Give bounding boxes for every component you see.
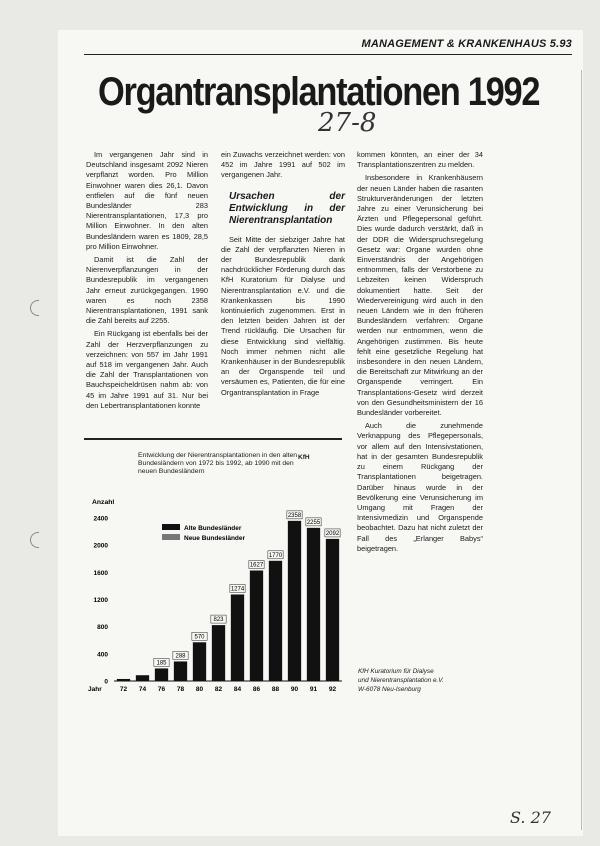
x-tick-label: 86 [252, 686, 261, 693]
paragraph: ein Zuwachs verzeichnet werden: von 452 im Jahre 1991 auf 502 im vergangenen Jahr. [221, 150, 345, 180]
y-tick-label: 1600 [93, 569, 108, 577]
x-tick-label: 82 [214, 686, 223, 693]
bar [326, 539, 339, 681]
article-column-1 [86, 150, 208, 414]
data-label: 185 [156, 660, 167, 667]
x-tick-label: 74 [138, 686, 147, 693]
legend-swatch [162, 524, 180, 530]
legend-swatch [162, 534, 180, 540]
bar [269, 561, 282, 681]
paragraph: Damit ist die Zahl der Nierenverpflanzungen in der Bundesrepublik im vergangenen Jahr erneut zurückgegangen. 1990 waren es noch 2358 Nierentransplantationen, 1991 sank die Zahl bereits auf 2255. [86, 255, 208, 326]
chart-top-rule [84, 438, 342, 440]
bar [307, 528, 320, 681]
source-credit [358, 667, 478, 694]
credit-line: und Nierentransplantation e.V. [358, 677, 444, 684]
bar [155, 668, 168, 681]
x-tick-label: 92 [328, 686, 337, 693]
article-title: Organtransplantationen 1992 [98, 70, 540, 114]
bar [136, 675, 149, 681]
chart-canvas [84, 448, 346, 723]
credit-line: W-6078 Neu-Isenburg [358, 686, 421, 693]
section-heading: Ursachen der Entwicklung in der Nierentransplantation [229, 190, 345, 226]
journal-header: MANAGEMENT & KRANKENHAUS 5.93 [361, 38, 572, 50]
data-label: 2255 [306, 519, 321, 526]
paragraph: Insbesondere in Krankenhäusern der neuen Länder haben die rasanten Strukturveränderungen der letzten Jahre zu einer Verunsicherung bei Ärzten und Pflegepersonal geführt. Dies wurde dadurch verstärkt, daß in der DDR die Widerspruchsregelung Gesetz war: Organe wurden ohne Einverständnis der Angehörigen entnommen, falls der Verstorbene zu Lebzeiten keinen Widerspruch dokumentiert hatte. Seit der Wiedervereinigung wird auch in den neuen Ländern wie in den früheren Bundesländern verfahren: Organe werden nur entnommen, wenn die Angehörigen zustimmen. Bis heute fehlt eine gesetzliche Regelung hat insbesondere in den neuen Ländern, die Bereitschaft zur Mitwirkung an der Organspende verringert. Ein Transplantations-Gesetz wird derzeit von den Gesundheitsministern der 16 Bundesländer vorbereitet. [357, 173, 483, 418]
handwritten-note-top: 27-8 [318, 108, 377, 138]
x-tick-label: 84 [233, 686, 242, 693]
punch-hole [30, 532, 39, 548]
data-label: 1770 [268, 552, 283, 559]
y-tick-label: 2400 [93, 515, 108, 523]
bar [212, 625, 225, 681]
x-tick-label: 80 [195, 686, 204, 693]
data-label: 2092 [325, 530, 340, 537]
data-label: 823 [213, 617, 224, 624]
x-tick-label: 88 [271, 686, 280, 693]
data-label: 1274 [230, 586, 245, 593]
bar-chart [84, 448, 346, 723]
punch-hole [30, 300, 39, 316]
paragraph: Ein Rückgang ist ebenfalls bei der Zahl der Herzverpflanzungen zu verzeichnen: von 557 im Jahr 1991 auf 518 im vergangenen Jahr. Auch die Zahl der Transplantationen von Bauchspeicheldrüsen nahm ab: von 45 im Jahre 1991 auf 31. Nur bei den Lebertransplantationen konnte [86, 329, 208, 410]
y-tick-label: 0 [104, 678, 108, 686]
x-tick-label: 76 [157, 686, 166, 693]
bar [117, 679, 130, 681]
x-tick-label: 91 [309, 686, 318, 693]
bar [174, 661, 187, 681]
data-label: 288 [175, 653, 186, 660]
handwritten-page-note: S. 27 [510, 808, 551, 827]
paragraph: Seit Mitte der siebziger Jahre hat die Zahl der verpflanzten Nieren in der Bundesrepublik dank nachdrücklicher Förderung durch das KfH Kuratorium für Dialyse und Nierentransplantation e.V. und die Krankenkassen bis 1990 kontinuierlich zugenommen. Erst in den letzten beiden Jahren ist der Trend rückläufig. Die Ursachen für diese Entwicklung sind vielfältig. Noch immer nehmen nicht alle Krankenhäuser in der Bundesrepublik an der Organspende teil und versäumen es, Patienten, die für eine Organtransplantation in Frage [221, 234, 345, 397]
y-tick-label: 800 [97, 624, 108, 632]
x-tick-label: 72 [119, 686, 128, 693]
x-tick-label: 90 [290, 686, 299, 693]
header-rule [84, 54, 572, 55]
article-column-3 [357, 150, 483, 557]
article-column-2 [221, 150, 345, 401]
y-axis-label: Anzahl [92, 499, 115, 506]
y-tick-label: 2000 [93, 542, 108, 550]
data-label: 570 [194, 634, 205, 641]
paragraph: Im vergangenen Jahr sind in Deutschland insgesamt 2092 Nieren verpflanzt worden. Pro Million Einwohner waren dies 26,1. Davon entfielen auf die fünf neuen Bundesländer 283 Nierentransplantationen, 17,3 pro Million Einwohner. In den alten Bundesländern waren es 1809, 28,5 pro Million Einwohner. [86, 150, 208, 251]
paragraph: Auch die zunehmende Verknappung des Pflegepersonals, vor allem auf den Intensivstationen, hat in der gesamten Bundesrepublik zu einem Rückgang der Transplantationen beigetragen. Darüber hinaus wurde in der Bevölkerung eine Verunsicherung im Umgang mit Fragen der Intensivmedizin und Organspende beobachtet. Dazu hat nicht zuletzt der Fall des „Erlanger Babys“ beigetragen. [357, 421, 483, 553]
legend-label: Neue Bundesländer [184, 535, 246, 542]
margin-line [581, 70, 582, 830]
legend-label: Alte Bundesländer [184, 525, 242, 532]
bar [193, 642, 206, 681]
bar [250, 570, 263, 681]
source-logo: KfH [298, 454, 310, 461]
bar [288, 521, 301, 681]
data-label: 2358 [287, 512, 302, 519]
y-tick-label: 400 [97, 651, 108, 659]
paragraph: kommen könnten, an einer der 34 Transplantationszentren zu melden. [357, 150, 483, 170]
bar [231, 594, 244, 681]
data-label: 1627 [249, 562, 264, 569]
chart-title: Entwicklung der Nierentransplantationen in den alten Bundesländern von 1972 bis 1992, ab 1990 mit den neuen Bundesländern [138, 452, 298, 475]
y-tick-label: 1200 [93, 597, 108, 604]
x-axis-label: Jahr [88, 686, 102, 693]
x-tick-label: 78 [176, 686, 185, 693]
credit-line: KfH Kuratorium für Dialyse [358, 668, 434, 675]
